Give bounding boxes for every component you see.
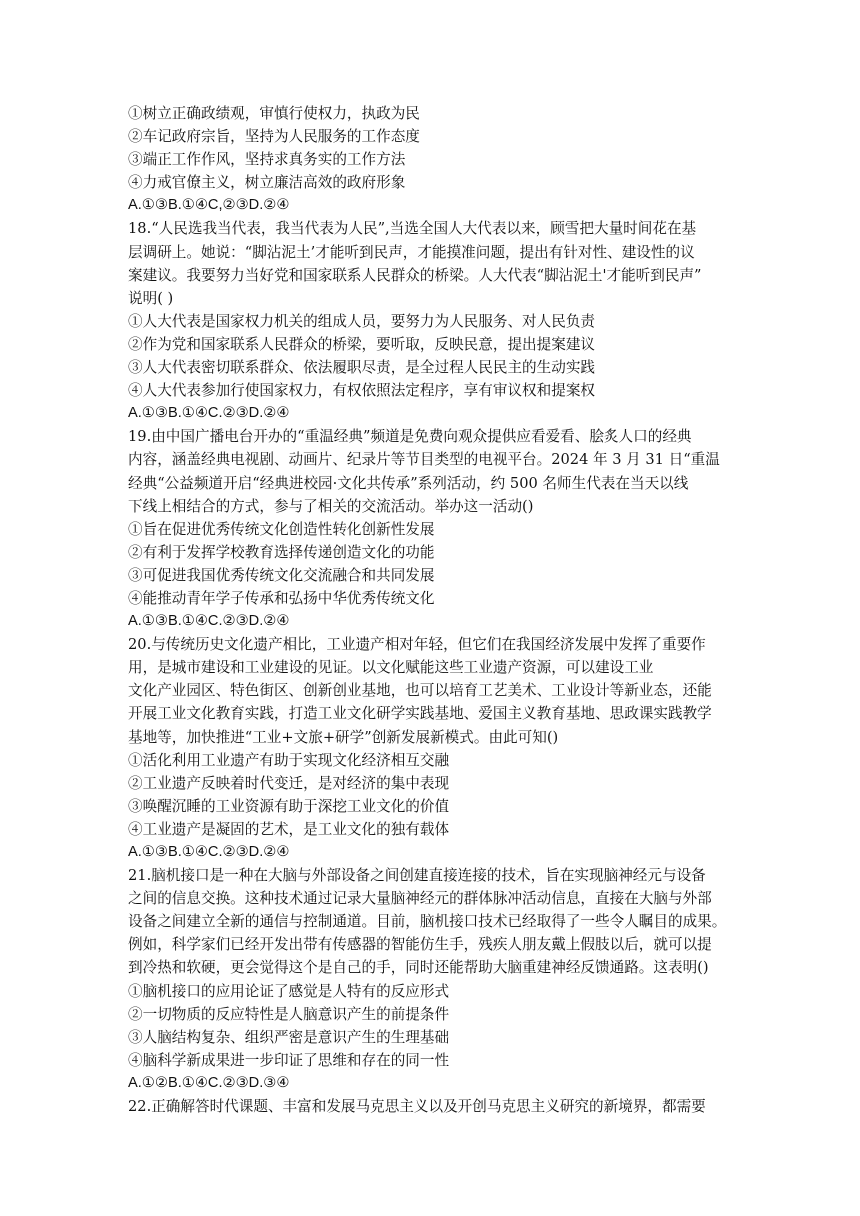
option: ④力戒官僚主义，树立廉洁高效的政府形象 — [128, 174, 406, 192]
option: ①活化利用工业遗产有助于实现文化经济相互交融 — [128, 751, 450, 769]
question-22 — [128, 1095, 734, 1118]
question-stem-line: 内容，涵盖经典电视剧、动画片、纪录片等节目类型的电视平台。2024 年 3 月 31 日“重温 — [128, 451, 720, 469]
option: ②作为党和国家联系人民群众的桥梁，要听取，反映民意，提出提案建议 — [128, 335, 596, 353]
option: ④脑科学新成果进一步印证了思维和存在的同一性 — [128, 1051, 450, 1069]
question-stem-line: 21.脑机接口是一种在大脑与外部设备之间创建直接连接的技术，旨在实现脑神经元与设备 — [128, 867, 706, 885]
question-stem-line: 开展工业文化教育实践，打造工业文化研学实践基地、爱国主义教育基地、思政课实践教学 — [128, 705, 712, 723]
option: ③人脑结构复杂、组织严密是意识产生的生理基础 — [128, 1028, 450, 1046]
option: ①脑机接口的应用论证了感觉是人特有的反应形式 — [128, 982, 450, 1000]
option: ③可促进我国优秀传统文化交流融合和共同发展 — [128, 566, 435, 584]
question-20 — [128, 633, 734, 864]
question-stem-line: 例如，科学家们已经开发出带有传感器的智能仿生手，残疾人朋友戴上假肢以后，就可以提 — [128, 936, 712, 954]
question-21 — [128, 864, 734, 1095]
question-stem-line: 基地等，加快推进“工业+文旅+研学”创新发展新模式。由此可知() — [128, 728, 559, 746]
question-stem-line: 20.与传统历史文化遗产相比，工业遗产相对年轻，但它们在我国经济发展中发挥了重要作 — [128, 636, 706, 654]
option: ①树立正确政绩观，审慎行使权力，执政为民 — [128, 105, 420, 122]
question-stem-line: 19.由中国广播电台开办的“重温经典”频道是免费向观众提供应看爱看、脍炙人口的经典 — [128, 428, 692, 446]
question-17 — [128, 102, 734, 217]
option: ③人大代表密切联系群众、依法履职尽责，是全过程人民民主的生动实践 — [128, 359, 596, 377]
question-stem-line: 文化产业园区、特色街区、创新创业基地，也可以培育工艺美术、工业设计等新业态，还能 — [128, 682, 712, 700]
answer-choices: A.①③B.①④C,②③D.②④ — [128, 197, 290, 214]
answer-choices: A.①③B.①④C.②③D.②④ — [128, 613, 290, 630]
question-18 — [128, 217, 734, 425]
question-stem-line: 到冷热和软硬，更会觉得这个是自己的手，同时还能帮助大脑重建神经反馈通路。这表明() — [128, 959, 709, 977]
question-stem-line: 经典“公益频道开启“经典进校园·文化共传承”系列活动，约 500 名师生代表在当天以线 — [128, 474, 689, 492]
question-stem-line: 用，是城市建设和工业建设的见证。以文化赋能这些工业遗产资源，可以建设工业 — [128, 659, 654, 677]
question-stem-line: 下线上相结合的方式，参与了相关的交流活动。举办这一活动() — [128, 497, 534, 515]
question-stem-line: 说明( ) — [128, 289, 174, 307]
option: ②车记政府宗旨，坚持为人民服务的工作态度 — [128, 128, 420, 146]
option: ②工业遗产反映着时代变迁，是对经济的集中表现 — [128, 774, 450, 792]
answer-choices: A.①③B.①④C.②③D.②④ — [128, 844, 290, 860]
exam-page — [128, 102, 734, 1118]
question-19 — [128, 425, 734, 633]
question-stem-line: 案建议。我要努力当好党和国家联系人民群众的桥梁。人大代表“脚沾泥土'才能听到民声” — [128, 266, 702, 284]
question-stem-line: 设备之间建立全新的通信与控制通道。目前，脑机接口技术已经取得了一些令人瞩目的成果。 — [128, 913, 727, 931]
option: ③唤醒沉睡的工业资源有助于深挖工业文化的价值 — [128, 797, 450, 815]
question-stem-line: 22.正确解答时代课题、丰富和发展马克思主义以及开创马克思主义研究的新境界，都需要 — [128, 1098, 706, 1116]
option: ④人大代表参加行使国家权力，有权依照法定程序，享有审议权和提案权 — [128, 382, 596, 400]
option: ②一切物质的反应特性是人脑意识产生的前提条件 — [128, 1005, 450, 1023]
question-stem-line: 18.“人民选我当代表，我当代表为人民”,当选全国人大代表以来，顾雪把大量时间花在基 — [128, 220, 697, 238]
option: ④工业遗产是凝固的艺术，是工业文化的独有载体 — [128, 820, 450, 838]
question-stem-line: 层调研上。她说：“脚沾泥土’才能听到民声，才能摸准问题，提出有针对性、建设性的议 — [128, 243, 695, 261]
option: ①人大代表是国家权力机关的组成人员，要努力为人民服务、对人民负责 — [128, 312, 596, 330]
answer-choices: A.①②B.①④C.②③D.③④ — [128, 1074, 290, 1091]
option: ④能推动青年学子传承和弘扬中华优秀传统文化 — [128, 589, 435, 607]
question-stem-line: 之间的信息交换。这种技术通过记录大量脑神经元的群体脉冲活动信息，直接在大脑与外部 — [128, 890, 712, 908]
answer-choices: A.①③B.①④C.②③D.②④ — [128, 405, 290, 422]
option: ③端正工作作风，坚持求真务实的工作方法 — [128, 151, 406, 169]
option: ①旨在促进优秀传统文化创造性转化创新性发展 — [128, 520, 435, 538]
option: ②有利于发挥学校教育选择传递创造文化的功能 — [128, 543, 435, 561]
